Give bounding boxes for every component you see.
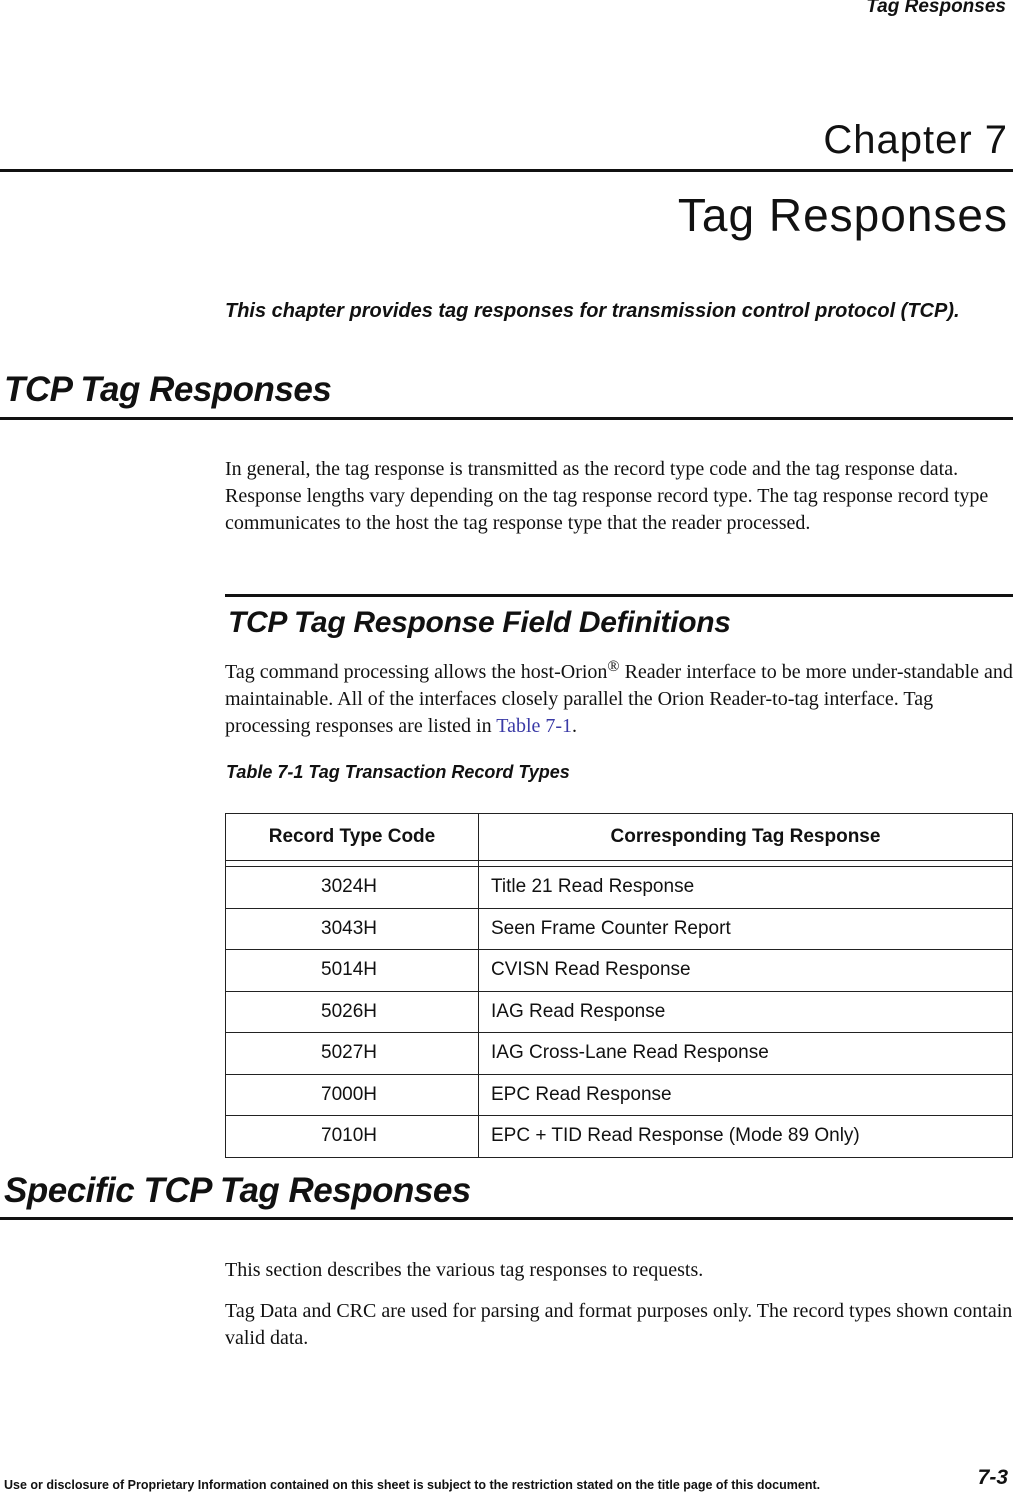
page-number: 7-3: [977, 1466, 1008, 1489]
header-corresponding-tag-response: Corresponding Tag Response: [479, 814, 1013, 861]
section-rule-2: [0, 1217, 1013, 1220]
table-row: [226, 867, 1013, 909]
record-code-cell: 3024H: [226, 867, 479, 909]
section-heading-tcp-tag-responses: TCP Tag Responses: [4, 370, 332, 409]
paragraph-text-start: Tag command processing allows the host-Orion: [225, 661, 608, 683]
section2-paragraph-2: Tag Data and CRC are used for parsing and format purposes only. The record types shown contain valid data.: [225, 1300, 1013, 1349]
chapter-rule: [0, 169, 1013, 172]
record-code-cell: 5027H: [226, 1033, 479, 1075]
section2-paragraph-1: This section describes the various tag responses to requests.: [225, 1259, 704, 1281]
section-paragraph: In general, the tag response is transmitted as the record type code and the tag response data. Response lengths vary depending on the tag response record type. The tag response record type communicates to the host the tag response type that the reader processed.: [225, 458, 989, 534]
table-row: [226, 1074, 1013, 1116]
running-header-title: Tag Responses: [866, 0, 1006, 17]
subsection-paragraph: [225, 659, 1015, 740]
subsection-rule: [225, 594, 1013, 597]
record-code-cell: 5026H: [226, 991, 479, 1033]
table-row: [226, 908, 1013, 950]
record-code-cell: 7010H: [226, 1116, 479, 1158]
chapter-intro: This chapter provides tag responses for transmission control protocol (TCP).: [225, 300, 960, 322]
record-code-cell: 3043H: [226, 908, 479, 950]
record-code-cell: 5014H: [226, 950, 479, 992]
record-code-cell: 7000H: [226, 1074, 479, 1116]
tag-response-cell: IAG Cross-Lane Read Response: [479, 1033, 1013, 1075]
tag-response-cell: EPC + TID Read Response (Mode 89 Only): [479, 1116, 1013, 1158]
chapter-label: Chapter 7: [823, 118, 1008, 162]
footer-notice: Use or disclosure of Proprietary Information contained on this sheet is subject to the restriction stated on the title page of this document.: [4, 1478, 821, 1492]
section-heading-specific-tcp-tag-responses: Specific TCP Tag Responses: [4, 1171, 471, 1210]
record-types-table: [225, 813, 1013, 1158]
tag-response-cell: Title 21 Read Response: [479, 867, 1013, 909]
registered-mark: ®: [607, 658, 620, 675]
subsection-heading: TCP Tag Response Field Definitions: [228, 606, 731, 639]
header-record-type-code: Record Type Code: [226, 814, 479, 861]
tag-response-cell: Seen Frame Counter Report: [479, 908, 1013, 950]
table-row: [226, 1116, 1013, 1158]
section-rule-1: [0, 417, 1013, 420]
table-header-row: [226, 814, 1013, 861]
table-cross-reference-link[interactable]: Table 7-1: [496, 715, 573, 737]
table-row: [226, 1033, 1013, 1075]
tag-response-cell: CVISN Read Response: [479, 950, 1013, 992]
table-row: [226, 991, 1013, 1033]
table-row: [226, 950, 1013, 992]
paragraph-text-end: .: [572, 715, 578, 737]
tag-response-cell: EPC Read Response: [479, 1074, 1013, 1116]
tag-response-cell: IAG Read Response: [479, 991, 1013, 1033]
table-caption: Table 7-1 Tag Transaction Record Types: [226, 762, 570, 782]
paragraph-text-middle: Reader interface to be more under-standable and maintainable. All of the interfaces closely parallel the Orion Reader-to-tag interface. Tag processing responses are listed in: [225, 661, 1013, 737]
chapter-title: Tag Responses: [677, 189, 1008, 241]
